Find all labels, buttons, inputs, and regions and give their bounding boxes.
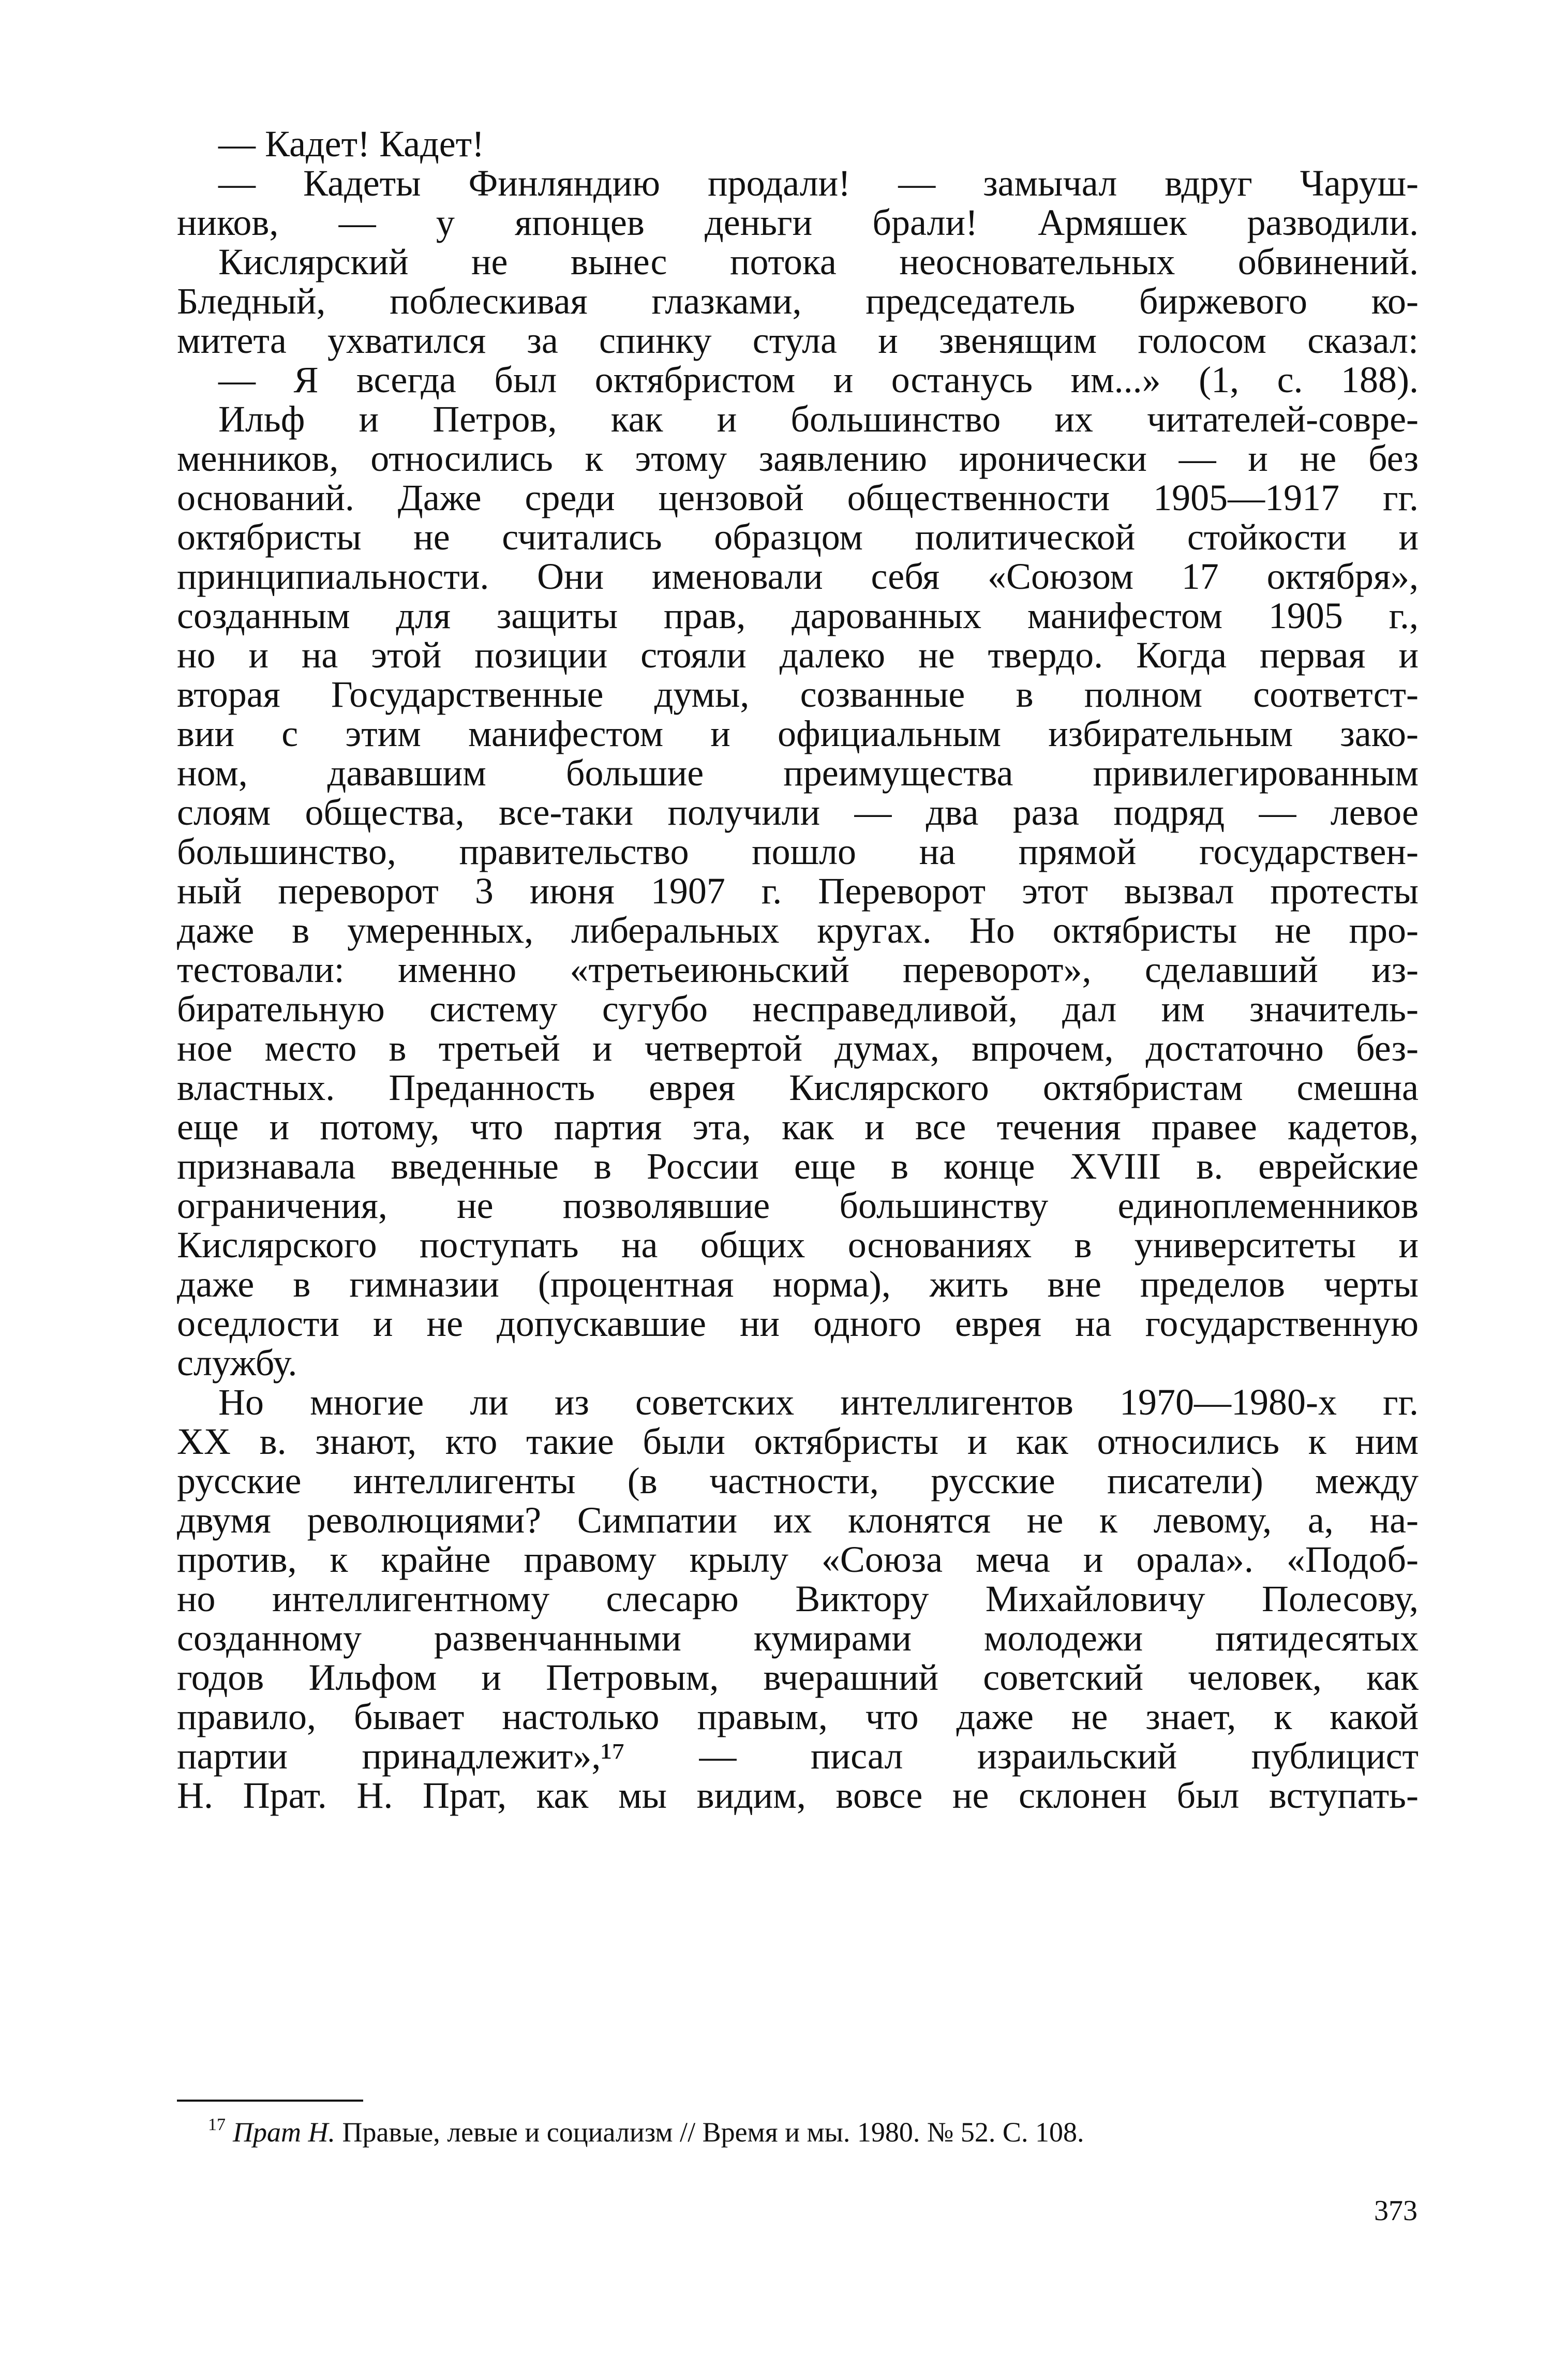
footnote-divider bbox=[177, 2100, 363, 2102]
text-line-4: Кислярский не вынес потока неосновательных обвинений. bbox=[218, 241, 1419, 282]
page-number: 373 bbox=[1374, 2195, 1417, 2227]
text-line-19: большинство, правительство пошло на прямой государствен- bbox=[177, 831, 1419, 872]
text-line-31: оседлости и не допускавшие ни одного еврея на государственную bbox=[177, 1303, 1419, 1344]
text-line-26: еще и потому, что партия эта, как и все течения правее кадетов, bbox=[177, 1106, 1419, 1148]
text-line-34: XX в. знают, кто такие были октябристы и как относились к ним bbox=[177, 1421, 1419, 1462]
text-line-3: ников, — у японцев деньги брали! Армяшек разводили. bbox=[177, 202, 1419, 243]
text-line-38: но интеллигентному слесарю Виктору Михайловичу Полесову, bbox=[177, 1578, 1419, 1619]
text-line-21: даже в умеренных, либеральных кругах. Но октябристы не про- bbox=[177, 910, 1419, 951]
text-line-12: принципиальности. Они именовали себя «Союзом 17 октября», bbox=[177, 556, 1419, 597]
text-line-13: созданным для защиты прав, дарованных манифестом 1905 г., bbox=[177, 595, 1419, 636]
text-line-32: службу. bbox=[177, 1342, 297, 1384]
text-line-16: вии с этим манифестом и официальным избирательным зако- bbox=[177, 713, 1419, 754]
text-line-9: менников, относились к этому заявлению иронически — и не без bbox=[177, 438, 1419, 479]
text-line-5: Бледный, поблескивая глазками, председатель биржевого ко- bbox=[177, 280, 1419, 322]
text-line-17: ном, дававшим большие преимущества привилегированным bbox=[177, 752, 1419, 794]
footnote-text: Правые, левые и социализм // Время и мы. 1980. № 52. С. 108. bbox=[342, 2117, 1084, 2148]
text-line-33: Но многие ли из советских интеллигентов 1970—1980-х гг. bbox=[218, 1381, 1419, 1423]
text-line-27: признавала введенные в России еще в конце XVIII в. еврейские bbox=[177, 1146, 1419, 1187]
text-line-11: октябристы не считались образцом политической стойкости и bbox=[177, 516, 1419, 558]
text-line-29: Кислярского поступать на общих основаниях в университеты и bbox=[177, 1224, 1419, 1266]
footnote-mark: 17 bbox=[208, 2115, 226, 2134]
text-line-23: бирательную систему сугубо несправедливой, дал им значитель- bbox=[177, 988, 1419, 1030]
text-line-18: слоям общества, все-таки получили — два раза подряд — левое bbox=[177, 792, 1419, 833]
text-line-39: созданному развенчанными кумирами молодежи пятидесятых bbox=[177, 1617, 1419, 1659]
text-line-42: партии принадлежит»,¹⁷ — писал израильский публицист bbox=[177, 1735, 1419, 1777]
text-line-37: против, к крайне правому крылу «Союза меча и орала». «Подоб- bbox=[177, 1539, 1419, 1580]
text-line-36: двумя революциями? Симпатии их клонятся не к левому, а, на- bbox=[177, 1499, 1419, 1541]
text-line-7: — Я всегда был октябристом и останусь им...» (1, с. 188). bbox=[218, 359, 1419, 400]
text-line-2: — Кадеты Финляндию продали! — замычал вдруг Чаруш- bbox=[218, 162, 1419, 204]
text-line-40: годов Ильфом и Петровым, вчерашний советский человек, как bbox=[177, 1657, 1419, 1698]
text-line-28: ограничения, не позволявшие большинству единоплеменников bbox=[177, 1185, 1419, 1226]
page-text-block bbox=[177, 124, 1419, 1815]
text-line-22: тестовали: именно «третьеиюньский переворот», сделавший из- bbox=[177, 949, 1419, 990]
text-line-24: ное место в третьей и четвертой думах, впрочем, достаточно без- bbox=[177, 1028, 1419, 1069]
text-line-10: оснований. Даже среди цензовой общественности 1905—1917 гг. bbox=[177, 477, 1419, 518]
text-line-35: русские интеллигенты (в частности, русские писатели) между bbox=[177, 1460, 1419, 1501]
text-line-43: Н. Прат. Н. Прат, как мы видим, вовсе не склонен был вступать- bbox=[177, 1775, 1419, 1816]
text-line-8: Ильф и Петров, как и большинство их читателей-совре- bbox=[218, 398, 1419, 440]
text-line-20: ный переворот 3 июня 1907 г. Переворот этот вызвал протесты bbox=[177, 870, 1419, 912]
text-line-25: властных. Преданность еврея Кислярского октябристам смешна bbox=[177, 1067, 1419, 1108]
footnote-author: Прат Н. bbox=[233, 2117, 335, 2148]
text-line-30: даже в гимназии (процентная норма), жить вне пределов черты bbox=[177, 1263, 1419, 1305]
footnote bbox=[208, 2107, 1419, 2150]
text-line-15: вторая Государственные думы, созванные в полном соответст- bbox=[177, 674, 1419, 715]
text-line-41: правило, бывает настолько правым, что даже не знает, к какой bbox=[177, 1696, 1419, 1737]
text-line-14: но и на этой позиции стояли далеко не твердо. Когда первая и bbox=[177, 634, 1419, 676]
text-line-6: митета ухватился за спинку стула и звенящим голосом сказал: bbox=[177, 320, 1419, 361]
text-line-1: — Кадет! Кадет! bbox=[218, 123, 485, 165]
